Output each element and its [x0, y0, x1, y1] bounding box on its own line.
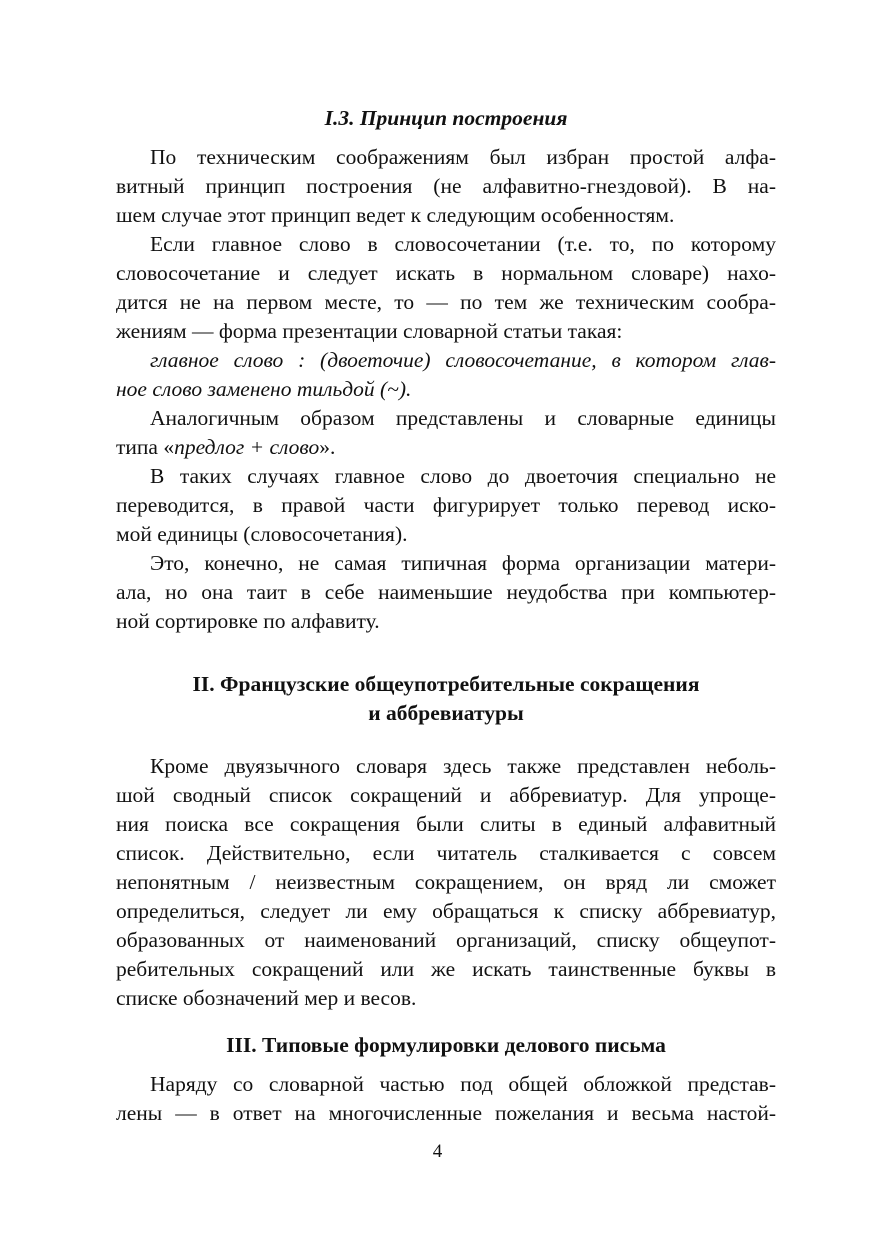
text-line: ное слово заменено тильдой (~). — [116, 377, 412, 401]
text-line: словосочетание и следует искать в нормальном словаре) нахо- — [116, 261, 776, 285]
text-line: Кроме двуязычного словаря здесь также представлен неболь- — [150, 754, 776, 778]
page-body — [116, 104, 776, 1128]
text-line: Аналогичным образом представлены и словарные единицы — [150, 406, 776, 430]
paragraph-4 — [116, 462, 776, 549]
text-line: переводится, в правой части фигурирует только перевод иско- — [116, 493, 776, 517]
italic-fragment: предлог + слово — [174, 435, 320, 459]
heading-line: и аббревиатуры — [368, 701, 524, 725]
text-line: список. Действительно, если читатель сталкивается с совсем — [116, 841, 776, 865]
section-heading-2 — [116, 670, 776, 728]
text-line: В таких случаях главное слово до двоеточия специально не — [150, 464, 776, 488]
paragraph-7 — [116, 1070, 776, 1128]
text-line: Если главное слово в словосочетании (т.е. то, по которому — [150, 232, 776, 256]
text-line: ной сортировке по алфавиту. — [116, 609, 380, 633]
paragraph-3 — [116, 404, 776, 462]
text-line: витный принцип построения (не алфавитно-гнездовой). В на- — [116, 174, 776, 198]
text-line: шой сводный список сокращений и аббревиатур. Для упроще- — [116, 783, 776, 807]
paragraph-6 — [116, 752, 776, 1013]
text-line: ала, но она таит в себе наименьшие неудобства при компьютер- — [116, 580, 776, 604]
text-line: списке обозначений мер и весов. — [116, 986, 417, 1010]
text-fragment: типа « — [116, 435, 175, 459]
text-line: определиться, следует ли ему обращаться к списку аббревиатур, — [116, 899, 776, 923]
text-line: лены — в ответ на многочисленные пожелания и весьма настой- — [116, 1101, 776, 1125]
section-heading-1-3: I.3. Принцип построения — [324, 106, 568, 130]
paragraph-5 — [116, 549, 776, 636]
paragraph-1 — [116, 143, 776, 230]
text-line: ния поиска все сокращения были слиты в единый алфавитный — [116, 812, 776, 836]
text-line: мой единицы (словосочетания). — [116, 522, 408, 546]
text-line: Это, конечно, не самая типичная форма организации матери- — [150, 551, 776, 575]
text-line: жениям — форма презентации словарной статьи такая: — [116, 319, 623, 343]
text-line: дится не на первом месте, то — по тем же техническим сообра- — [116, 290, 776, 314]
text-fragment: ». — [319, 435, 336, 459]
text-line: образованных от наименований организаций, списку общеупот- — [116, 928, 776, 952]
heading-line: II. Французские общеупотребительные сокращения — [192, 672, 700, 696]
text-line: шем случае этот принцип ведет к следующим особенностям. — [116, 203, 675, 227]
text-line: непонятным / неизвестным сокращением, он вряд ли сможет — [116, 870, 776, 894]
section-heading-3: III. Типовые формулировки делового письма — [226, 1033, 666, 1057]
text-line: ребительных сокращений или же искать таинственные буквы в — [116, 957, 776, 981]
page-number: 4 — [432, 1141, 443, 1162]
formula-paragraph — [116, 346, 776, 404]
text-line: По техническим соображениям был избран простой алфа- — [150, 145, 776, 169]
text-line: главное слово : (двоеточие) словосочетание, в котором глав- — [150, 348, 776, 372]
text-line: Наряду со словарной частью под общей обложкой представ- — [150, 1072, 776, 1096]
text-line — [116, 433, 776, 462]
paragraph-2 — [116, 230, 776, 346]
